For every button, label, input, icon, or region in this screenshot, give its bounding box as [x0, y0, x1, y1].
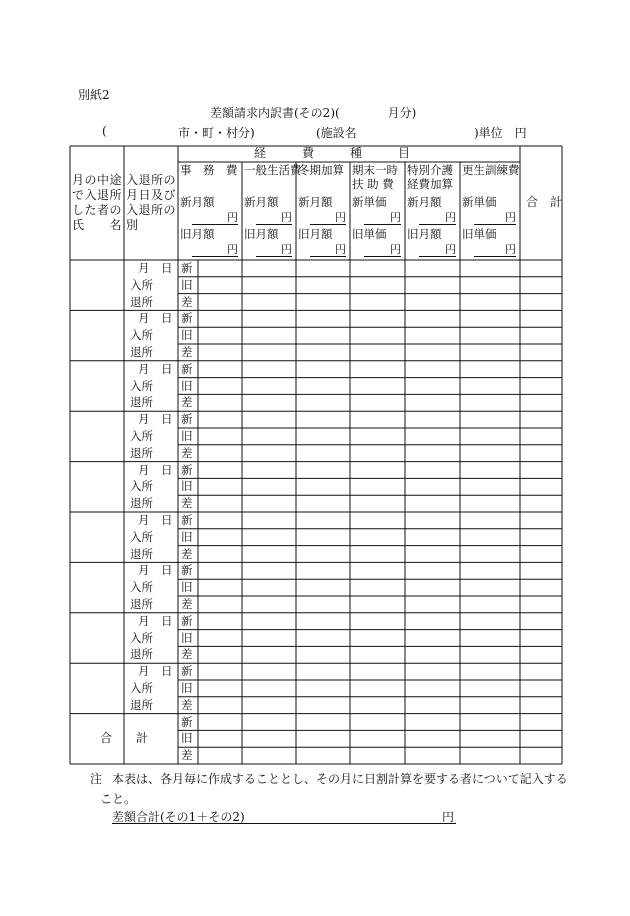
- row-kind-diff: 差: [181, 597, 193, 611]
- cost-column-new-unit: 円: [474, 211, 516, 225]
- row-kind-diff: 差: [181, 445, 193, 460]
- cost-column-name: 期末一時: [352, 163, 398, 177]
- row-kind-diff: 差: [181, 546, 193, 561]
- date-column-header-line: 別: [126, 218, 139, 232]
- row-kind-diff: 差: [181, 697, 193, 712]
- row-exit-label: 退所: [130, 294, 153, 309]
- form-number: 別紙2: [78, 88, 110, 102]
- cost-column-new-label: 新月額: [298, 195, 333, 209]
- row-exit-label: 退所: [130, 345, 153, 359]
- row-kind-diff: 差: [181, 496, 193, 511]
- municipality-label: 市・町・村分): [178, 126, 255, 140]
- row-kind-old: 旧: [181, 681, 193, 695]
- total-column-header: 合 計: [526, 195, 563, 209]
- row-entry-label: 入所: [130, 681, 153, 695]
- row-kind-old: 旧: [181, 630, 193, 645]
- row-date-label: 月 日: [138, 311, 173, 326]
- row-kind-new: 新: [181, 462, 193, 477]
- cost-column-old-label: 旧単価: [352, 227, 387, 241]
- name-column-header-line: 氏 名: [72, 218, 123, 232]
- row-date-label: 月 日: [138, 664, 173, 679]
- cost-column-new-unit: 円: [364, 211, 401, 225]
- note-mark: 注: [90, 772, 103, 786]
- cost-column-name: 冬期加算: [298, 163, 344, 177]
- row-kind-new: 新: [181, 311, 193, 326]
- cost-column-new-unit: 円: [419, 211, 456, 225]
- cost-column-new-label: 新単価: [462, 195, 497, 209]
- cost-column-old-unit: 円: [364, 243, 401, 257]
- row-entry-label: 入所: [130, 630, 153, 645]
- summary-line: [112, 808, 456, 824]
- cost-column-new-unit: 円: [256, 211, 292, 225]
- row-entry-label: 入所: [130, 580, 153, 595]
- cost-column-name: 経費加算: [407, 177, 453, 191]
- row-date-label: 月 日: [138, 261, 173, 275]
- row-exit-label: 退所: [130, 647, 153, 662]
- row-kind-diff: 差: [181, 647, 193, 662]
- row-date-label: 月 日: [138, 613, 173, 628]
- row-kind-new: 新: [181, 412, 193, 427]
- row-entry-label: 入所: [130, 429, 153, 443]
- cost-column-old-label: 旧月額: [298, 227, 333, 241]
- note-line-2: こと。: [100, 792, 137, 806]
- row-kind-diff: 差: [181, 294, 193, 309]
- row-kind-new: 新: [181, 664, 193, 679]
- cost-column-new-unit: 円: [192, 211, 238, 225]
- date-column-header-line: 入退所の: [126, 173, 177, 187]
- row-exit-label: 退所: [130, 395, 153, 410]
- row-kind-diff: 差: [181, 395, 193, 410]
- page-title: 差額請求内訳書(その2)( 月分): [210, 106, 417, 120]
- row-date-label: 月 日: [138, 361, 173, 376]
- cost-column-new-label: 新月額: [244, 195, 279, 209]
- summary-unit: 円: [441, 810, 454, 824]
- name-column-header-line: で入退所: [72, 188, 123, 202]
- row-kind-old: 旧: [181, 429, 193, 443]
- cost-column-name: 扶 助 費: [352, 177, 394, 191]
- row-kind-new: 新: [181, 261, 193, 275]
- cost-column-name: 更生訓練費: [462, 163, 520, 177]
- name-column-header-line: 月の中途: [72, 173, 123, 187]
- cost-column-old-label: 旧月額: [407, 227, 442, 241]
- row-date-label: 月 日: [138, 462, 173, 477]
- row-entry-label: 入所: [130, 529, 153, 544]
- total-row-label: 合 計: [100, 731, 149, 746]
- cost-column-name: 特別介護: [407, 163, 453, 177]
- unit-label: )単位 円: [474, 126, 527, 140]
- row-exit-label: 退所: [130, 697, 153, 712]
- row-date-label: 月 日: [138, 563, 173, 578]
- cost-column-old-unit: 円: [474, 243, 516, 257]
- row-entry-label: 入所: [130, 328, 153, 343]
- row-entry-label: 入所: [130, 277, 153, 292]
- cost-column-new-label: 新月額: [407, 195, 442, 209]
- row-exit-label: 退所: [130, 445, 153, 460]
- row-exit-label: 退所: [130, 496, 153, 511]
- row-kind-new: 新: [181, 361, 193, 376]
- row-kind-new: 新: [181, 563, 193, 578]
- cost-items-header: 経 費 種 目: [254, 146, 411, 160]
- row-kind-old: 旧: [181, 529, 193, 544]
- name-column-header-line: した者の: [72, 203, 123, 217]
- facility-label: (施設名: [316, 126, 357, 140]
- row-kind-diff: 差: [181, 345, 193, 359]
- row-exit-label: 退所: [130, 597, 153, 611]
- cost-column-old-unit: 円: [419, 243, 456, 257]
- row-kind-diff: 差: [181, 748, 193, 763]
- header-open-paren: (: [102, 124, 107, 138]
- row-kind-old: 旧: [181, 479, 193, 494]
- date-column-header-line: 月日及び: [126, 188, 177, 202]
- cost-column-old-label: 旧月額: [244, 227, 279, 241]
- cost-column-old-unit: 円: [256, 243, 292, 257]
- row-kind-old: 旧: [181, 580, 193, 595]
- note-line-1: 本表は、各月毎に作成することとし、その月に日割計算を要する者について記入する: [112, 772, 568, 786]
- row-date-label: 月 日: [138, 412, 173, 427]
- cost-column-new-unit: 円: [310, 211, 346, 225]
- cost-column-new-label: 新単価: [352, 195, 387, 209]
- cost-column-old-unit: 円: [192, 243, 238, 257]
- row-kind-new: 新: [181, 714, 193, 729]
- cost-column-old-label: 旧月額: [180, 227, 215, 241]
- cost-column-new-label: 新月額: [180, 195, 215, 209]
- row-entry-label: 入所: [130, 479, 153, 494]
- cost-column-old-unit: 円: [310, 243, 346, 257]
- cost-column-name: 事 務 費: [180, 163, 238, 177]
- row-kind-new: 新: [181, 513, 193, 527]
- row-kind-old: 旧: [181, 328, 193, 343]
- summary-label: 差額合計(その1＋その2): [112, 810, 245, 824]
- row-kind-old: 旧: [181, 731, 193, 746]
- row-date-label: 月 日: [138, 513, 173, 527]
- date-column-header-line: 入退所の: [126, 203, 177, 217]
- row-kind-old: 旧: [181, 277, 193, 292]
- row-exit-label: 退所: [130, 546, 153, 561]
- cost-column-old-label: 旧単価: [462, 227, 497, 241]
- row-kind-old: 旧: [181, 378, 193, 393]
- row-kind-new: 新: [181, 613, 193, 628]
- cost-column-name: 一般生活費: [244, 163, 302, 177]
- row-entry-label: 入所: [130, 378, 153, 393]
